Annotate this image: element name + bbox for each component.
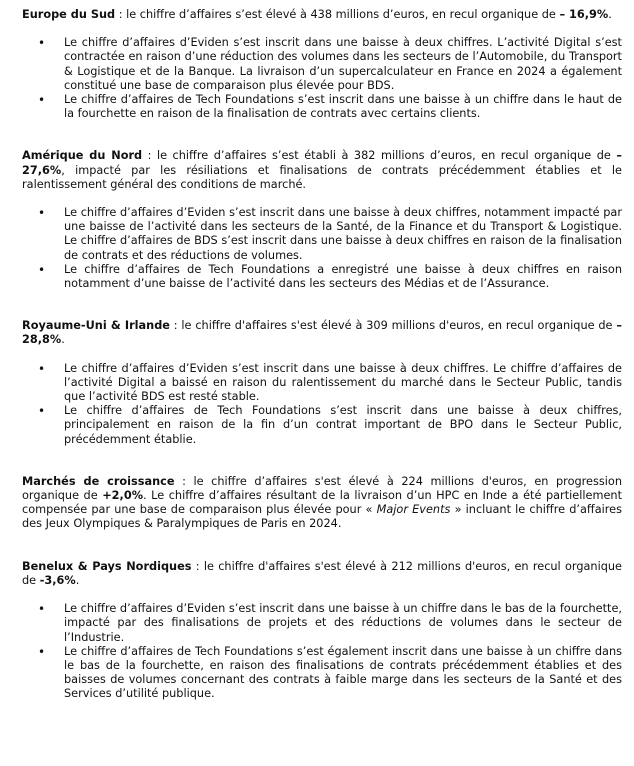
intro-text: : le chiffre d’affaires s'est élevé à 224 millions d'euros, en progression organique de xyxy=(22,474,622,503)
growth-figure: –27,6% xyxy=(22,149,622,177)
section-intro xyxy=(22,319,622,347)
section-royaume-uni-irlande xyxy=(22,319,622,447)
bullet-item: • Le chiffre d’affaires d’Eviden s’est inscrit dans une baisse à deux chiffres, notamment impacté par une baisse de l’activité dans les secteurs de la Santé, de la Finance et du Transport & Logistique. Le chiffre d’affaires de BDS s’est inscrit dans une baisse à deux chiffres en raison de la finalisation de contrats et des réductions de volumes. xyxy=(22,206,622,263)
region-name: Marchés de croissance xyxy=(22,474,175,488)
bullet-item: • Le chiffre d’affaires de Tech Foundations a enregistré une baisse à deux chiffres en raison notamment d’une baisse de l’activité dans les secteurs des Médias et de l’Assurance. xyxy=(22,263,622,291)
bullet-item: • Le chiffre d’affaires d’Eviden s’est inscrit dans une baisse à un chiffre dans le bas de la fourchette, impacté par des finalisations de projets et des réductions de volumes dans le secteur de l’Industrie. xyxy=(22,602,622,645)
intro-text-end: . xyxy=(61,333,65,347)
growth-figure: -3,6% xyxy=(39,573,76,587)
growth-figure: +2,0% xyxy=(102,489,144,503)
section-intro xyxy=(22,8,622,22)
intro-text: : le chiffre d'affaires s'est élevé à 309 millions d'euros, en recul organique de xyxy=(169,319,617,333)
section-intro xyxy=(22,149,622,192)
bullet-item: • Le chiffre d’affaires de Tech Foundations s’est également inscrit dans une baisse à un chiffre dans le bas de la fourchette, en raison des finalisations de contrats précédemment établies et des baisses de volumes concernant des contrats à faible marge dans les secteurs de la Santé et des Services d’utilité publique. xyxy=(22,645,622,702)
region-name: Amérique du Nord xyxy=(22,149,143,163)
intro-text: : le chiffre d’affaires s’est établi à 382 millions d’euros, en recul organique de xyxy=(142,149,617,163)
intro-text: : le chiffre d’affaires s’est élevé à 438 millions d’euros, en recul organique de xyxy=(115,8,560,21)
section-intro xyxy=(22,560,622,588)
section-marches-de-croissance xyxy=(22,475,622,532)
bullet-item: • Le chiffre d’affaires d’Eviden s’est inscrit dans une baisse à deux chiffres. Le chiffre d’affaires de l’activité Digital a baissé en raison du ralentissement du marché dans le Secteur Public, tandis que l’activité BDS est resté stable. xyxy=(22,362,622,405)
section-spacer xyxy=(22,447,622,475)
intro-italic: Major Events xyxy=(376,503,451,517)
section-amerique-du-nord xyxy=(22,149,622,291)
intro-text-end: . xyxy=(75,573,80,587)
bullet-item: • Le chiffre d’affaires de Tech Foundations s’est inscrit dans une baisse à un chiffre dans le haut de la fourchette en raison de la finalisation de contrats avec certains clients. xyxy=(22,93,622,121)
section-benelux-pays-nordiques xyxy=(22,560,622,702)
section-europe-du-sud xyxy=(22,8,622,121)
region-name: Royaume-Uni & Irlande xyxy=(22,319,170,333)
intro-text-end: . xyxy=(608,8,612,21)
growth-figure: –28,8% xyxy=(22,319,622,347)
bullet-list xyxy=(22,362,622,447)
section-intro xyxy=(22,475,622,532)
region-name: Benelux & Pays Nordiques xyxy=(22,559,192,573)
bullet-list xyxy=(22,602,622,701)
bullet-list xyxy=(22,36,622,121)
section-spacer xyxy=(22,532,622,560)
intro-text-end: » incluant le chiffre d’affaires des Jeux Olympiques & Paralympiques de Paris en 2024. xyxy=(22,503,622,531)
growth-figure: – 16,9% xyxy=(559,8,609,21)
bullet-item: • Le chiffre d’affaires de Tech Foundations s’est inscrit dans une baisse à deux chiffres, principalement en raison de la fin d’un contrat important de BPO dans le Secteur Public, précédemment établie. xyxy=(22,404,622,447)
intro-text-mid: . Le chiffre d’affaires résultant de la livraison d’un HPC en Inde a été partiellement compensée par une base de comparaison plus élevée pour « xyxy=(22,489,622,517)
intro-text: : le chiffre d'affaires s'est élevé à 212 millions d'euros, en recul organique de xyxy=(22,559,623,587)
intro-text-end: , impacté par les résiliations et finalisations de contrats précédemment établies et le ralentissement général des conditions de marché. xyxy=(22,163,622,191)
region-name: Europe du Sud xyxy=(22,8,116,21)
bullet-list xyxy=(22,206,622,291)
bullet-item: • Le chiffre d’affaires d’Eviden s’est inscrit dans une baisse à deux chiffres. L’activité Digital s’est contractée en raison d’une réduction des volumes dans les secteurs de l’Automobile, du Transport & Logistique et de la Banque. La livraison d’un supercalculateur en France en 2024 a également constitué une base de comparaison plus élevée pour BDS. xyxy=(22,36,622,93)
section-spacer xyxy=(22,121,622,149)
section-spacer xyxy=(22,291,622,319)
